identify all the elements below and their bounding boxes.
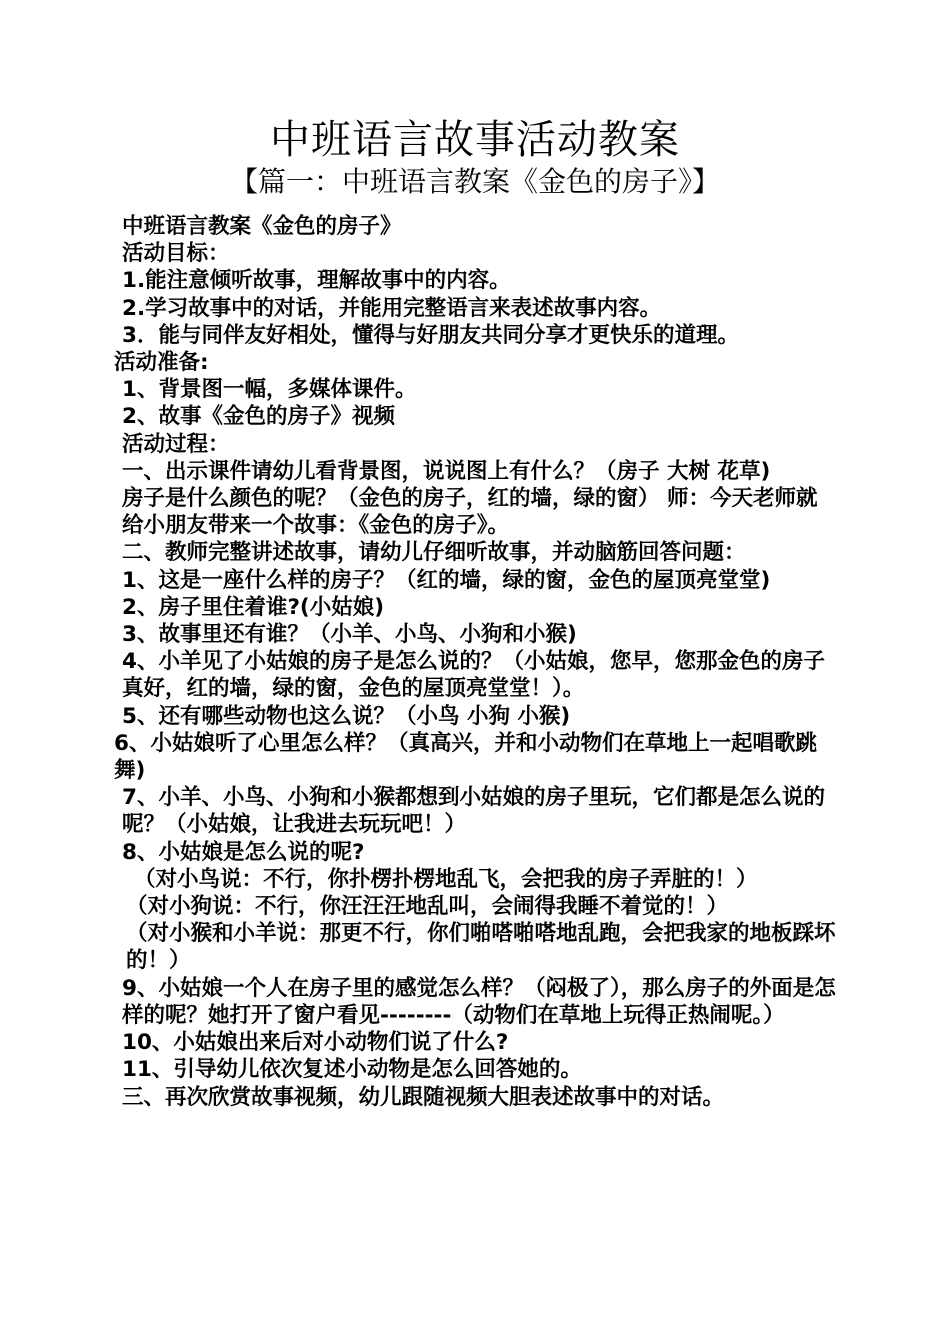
section-heading: 活动目标：	[122, 241, 230, 267]
paragraph-line: 7、小羊、小鸟、小狗和小猴都想到小姑娘的房子里玩，它们都是怎么说的呢？（小姑娘，让我进去玩玩吧！）	[122, 785, 825, 838]
paragraph-line: 二、教师完整讲述故事，请幼儿仔细听故事，并动脑筋回答问题：	[122, 540, 746, 566]
section-heading: 中班语言教案《金色的房子》	[122, 214, 402, 239]
paragraph-line: 6、小姑娘听了心里怎么样？（真高兴，并和小动物们在草地上一起唱歌跳舞)	[114, 730, 817, 784]
paragraph-line: （对小狗说：不行，你汪汪汪地乱叫，会闹得我睡不着觉的！）	[126, 894, 729, 920]
paragraph-line: 10、小姑娘出来后对小动物们说了什么?	[122, 1030, 509, 1056]
paragraph-line: 2、故事《金色的房子》视频	[122, 404, 395, 430]
paragraph-line: 2.学习故事中的对话，并能用完整语言来表述故事内容。	[122, 295, 662, 321]
paragraph-line: （对小鸟说：不行，你扑楞扑楞地乱飞，会把我的房子弄脏的！）	[134, 866, 758, 892]
paragraph-line: 5、还有哪些动物也这么说？（小鸟 小狗 小猴)	[122, 703, 571, 729]
section-heading: 活动过程：	[122, 431, 230, 457]
document-subtitle: 【篇一：中班语言教案《金色的房子》】	[229, 165, 720, 198]
paragraph-line: 3、故事里还有谁？（小羊、小鸟、小狗和小猴)	[122, 622, 577, 648]
paragraph-line: 1.能注意倾听故事，理解故事中的内容。	[122, 268, 511, 294]
paragraph-line: 8、小姑娘是怎么说的呢?	[122, 839, 365, 865]
paragraph-line: 房子是什么颜色的呢？（金色的房子，红的墙，绿的窗） 师：今天老师就给小朋友带来一个故事：《金色的房子》。	[122, 486, 818, 539]
section-heading: 活动准备:	[114, 350, 209, 376]
paragraph-line: （对小猴和小羊说：那更不行，你们啪嗒啪嗒地乱跑，会把我家的地板踩坏的！）	[126, 921, 836, 974]
paragraph-line: 三、再次欣赏故事视频，幼儿跟随视频大胆表述故事中的对话。	[122, 1084, 725, 1110]
document-body	[114, 213, 836, 1111]
document-title: 中班语言故事活动教案	[270, 117, 680, 163]
paragraph-line: 2、房子里住着谁?(小姑娘)	[122, 594, 385, 620]
paragraph-line: 4、小羊见了小姑娘的房子是怎么说的？（小姑娘，您早，您那金色的房子真好，红的墙，绿的窗，金色的屋顶亮堂堂！）。	[122, 649, 825, 702]
paragraph-line: 9、小姑娘一个人在房子里的感觉怎么样？（闷极了），那么房子的外面是怎样的呢？她打开了窗户看见--------（动物们在草地上玩得正热闹呢。）	[122, 975, 836, 1028]
paragraph-line: 一、出示课件请幼儿看背景图，说说图上有什么？（房子 大树 花草)	[122, 458, 771, 484]
paragraph-line: 11、引导幼儿依次复述小动物是怎么回答她的。	[122, 1057, 582, 1083]
paragraph-line: 3．能与同伴友好相处，懂得与好朋友共同分享才更快乐的道理。	[122, 322, 739, 348]
paragraph-line: 1、这是一座什么样的房子？（红的墙，绿的窗，金色的屋顶亮堂堂)	[122, 567, 771, 593]
paragraph-line: 1、背景图一幅，多媒体课件。	[122, 377, 417, 403]
